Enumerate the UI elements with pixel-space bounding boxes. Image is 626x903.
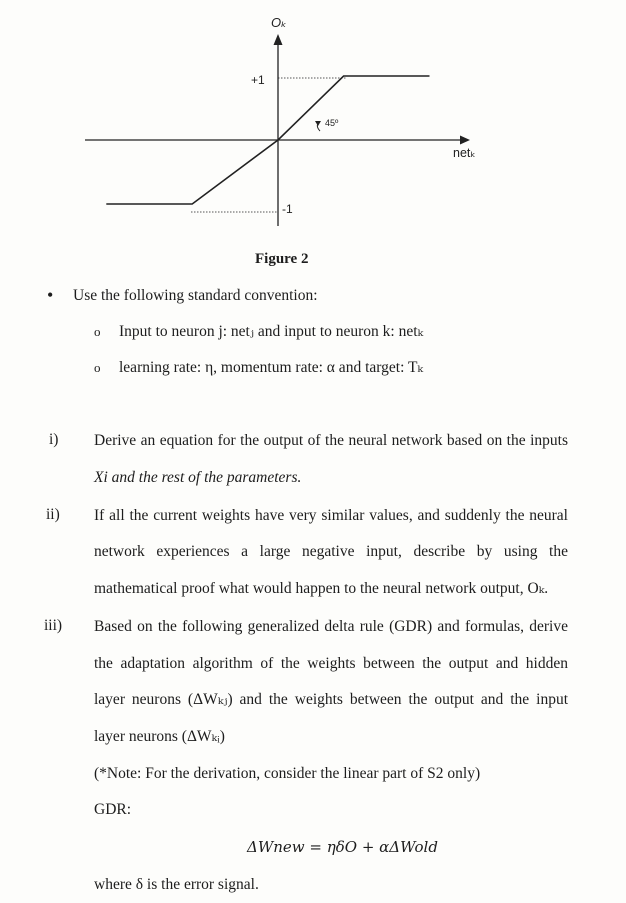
x-axis-label: netₖ <box>453 146 476 160</box>
question-3-line-2: the adaptation algorithm of the weights between the output and hidden <box>94 655 568 672</box>
error-signal-note: where δ is the error signal. <box>94 876 259 893</box>
question-2-line-2: network experiences a large negative input, describe by using the <box>94 543 568 560</box>
gdr-formula: ΔWnew = ηδO + αΔWold <box>247 838 438 856</box>
angle-label: 45º <box>325 118 339 128</box>
x-axis-arrow <box>460 136 470 145</box>
question-3-line-3: layer neurons (ΔWₖⱼ) and the weights between the output and the input <box>94 691 568 708</box>
gdr-label: GDR: <box>94 801 132 818</box>
question-3-line-4: layer neurons (ΔWₖᵢ) <box>94 728 225 745</box>
activation-function-figure <box>0 0 626 280</box>
question-2-line-3: mathematical proof what would happen to the neural network output, Oₖ. <box>94 580 549 597</box>
question-3-note: (*Note: For the derivation, consider the linear part of S2 only) <box>94 765 481 782</box>
sub-bullet-marker: o <box>94 360 101 375</box>
sub-bullet-marker: o <box>94 324 101 339</box>
question-number: i) <box>49 431 59 448</box>
question-number: ii) <box>46 506 60 523</box>
question-number: iii) <box>44 617 63 634</box>
minus-one-label: -1 <box>282 202 293 216</box>
angle-arc-arrow <box>315 121 321 126</box>
convention-item-2: learning rate: η, momentum rate: α and target: Tₖ <box>119 359 424 376</box>
question-1-line-2: Xi and the rest of the parameters. <box>94 469 302 486</box>
y-axis-label: Oₖ <box>271 15 287 30</box>
question-2-line-1: If all the current weights have very similar values, and suddenly the neural <box>94 507 568 524</box>
convention-item-1: Input to neuron j: netⱼ and input to neuron k: netₖ <box>119 323 424 340</box>
bullet-dot: • <box>47 285 54 305</box>
figure-caption: Figure 2 <box>255 251 309 267</box>
y-axis-arrow <box>274 34 283 45</box>
question-3-line-1: Based on the following generalized delta rule (GDR) and formulas, derive <box>94 618 568 635</box>
plus-one-label: +1 <box>251 73 265 87</box>
convention-intro: Use the following standard convention: <box>73 287 318 304</box>
question-1-line-1: Derive an equation for the output of the neural network based on the inputs <box>94 432 568 449</box>
